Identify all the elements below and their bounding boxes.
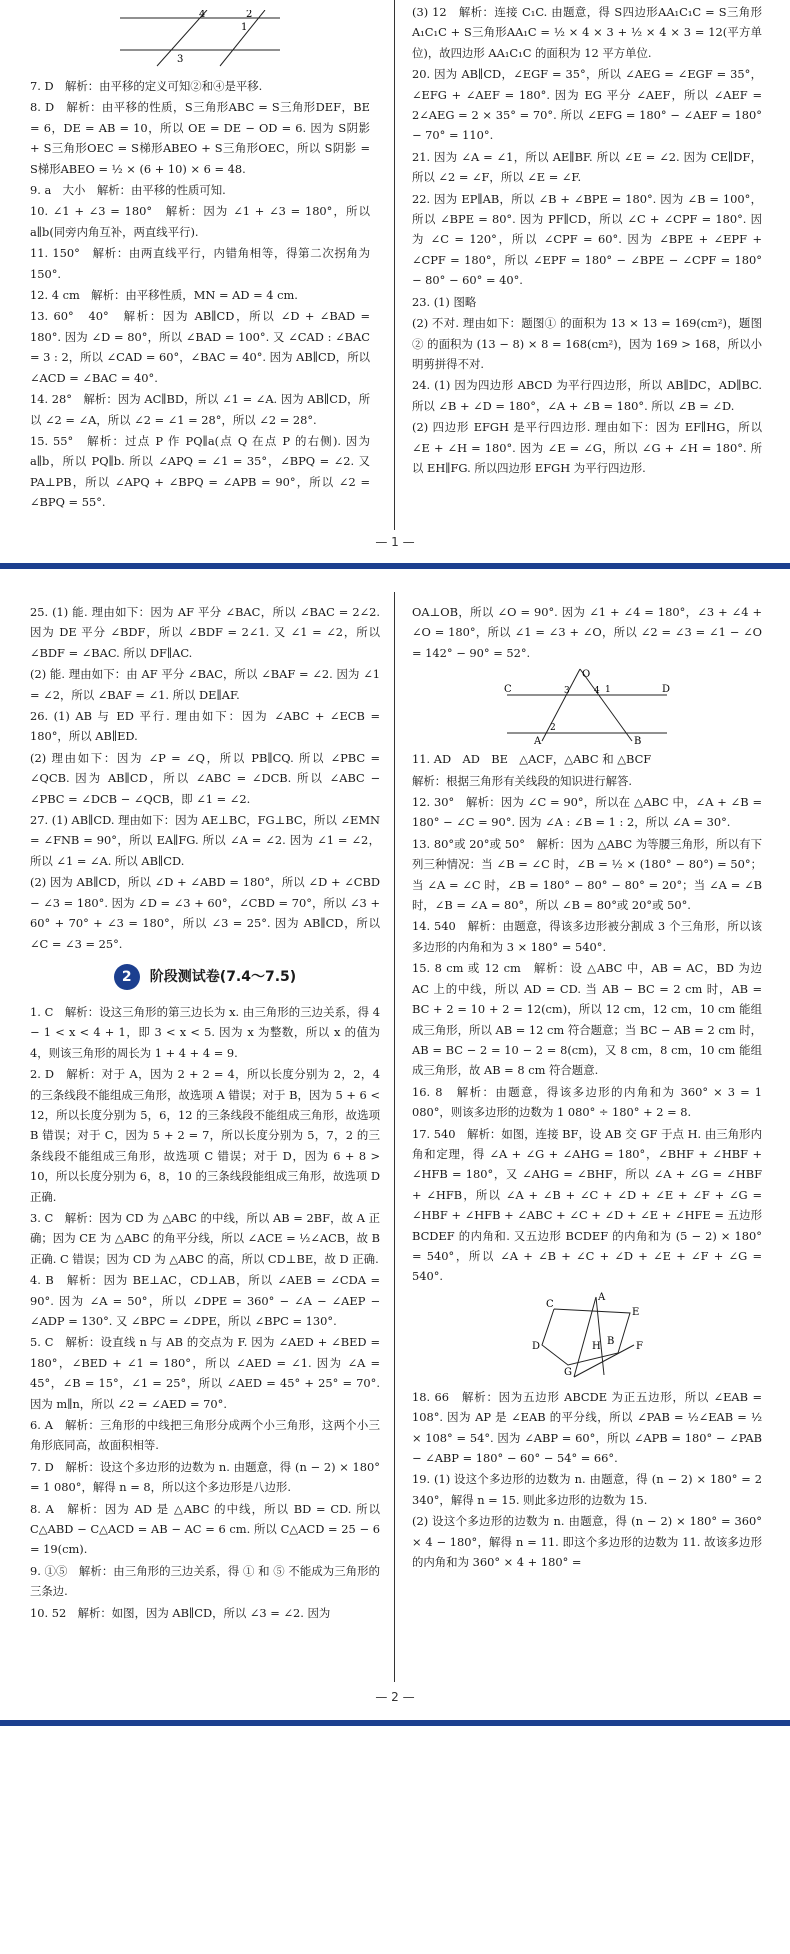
answer-item: 13. 80°或 20°或 50° 解析：因为 △ABC 为等腰三角形，所以有下列三种情况：当 ∠B = ∠C 时，∠B = ½ × (180° − 80°) = 50°；当 ∠A = ∠C 时，∠B = 180° − 80° − 80° = 20°；当 ∠A = ∠B 时，∠B = ∠A = 80°，所以 ∠B = 80°或 20°或 50°.	[412, 836, 762, 913]
answer-item: 27. (1) AB∥CD. 理由如下：因为 AE⊥BC，FG⊥BC，所以 ∠EMN = ∠FNB = 90°，所以 EA∥FG. 所以 ∠A = ∠2. 因为 ∠1 = ∠2，所以 ∠1 = ∠A. 所以 AB∥CD.	[30, 813, 380, 868]
page-separator	[0, 563, 790, 569]
answer-item: 23. (1) 图略	[412, 294, 477, 309]
answer-item: 解析：根据三角形有关线段的知识进行解答.	[412, 773, 633, 788]
answer-item: 6. A 解析：三角形的中线把三角形分成两个小三角形，这两个小三角形底同高，故面积相等.	[30, 1418, 380, 1453]
angle-label-1: 1	[605, 685, 611, 696]
answer-item: 21. 因为 ∠A = ∠1，所以 AE∥BF. 所以 ∠E = ∠2. 因为 CE∥DF，所以 ∠2 = ∠F，所以 ∠E = ∠F.	[412, 149, 762, 185]
answer-item: (2) 理由如下：因为 ∠P = ∠Q，所以 PB∥CQ. 所以 ∠PBC = ∠QCB. 因为 AB∥CD，所以 ∠ABC = ∠DCB. 所以 ∠ABC − ∠PBC = ∠DCB − ∠QCB，即 ∠1 = ∠2.	[30, 750, 380, 806]
answer-item: 8. D 解析：由平移的性质，S三角形ABC = S三角形DEF，BE = 6，DE = AB = 10，所以 OE = DE − OD = 6. 因为 S阴影 + S三角形OEC = S梯形ABEO + S三角形OEC，所以 S阴影 = S梯形ABEO = ½ × (6 + 10) × 6 = 48.	[30, 100, 370, 176]
point-label-B: B	[607, 1335, 615, 1347]
page1-right-column	[412, 2, 762, 479]
point-label-F: F	[636, 1340, 643, 1352]
angle-label-4: 4	[594, 686, 600, 697]
answer-item: 9. ①⑤ 解析：由三角形的三边关系，得 ① 和 ⑤ 不能成为三角形的三条边.	[30, 1563, 380, 1599]
point-label-G: G	[564, 1366, 572, 1378]
answer-item: 4. B 解析：因为 BE⊥AC，CD⊥AB，所以 ∠AEB = ∠CDA = 90°. 因为 ∠A = 50°，所以 ∠DPE = 360° − ∠A − ∠AEP − ∠ADP = 130°. 又 ∠BPC = ∠DPE，所以 ∠BPC = 130°.	[30, 1273, 380, 1328]
answer-item: (3) 12 解析：连接 C₁C. 由题意，得 S四边形AA₁C₁C = S三角形A₁C₁C + S三角形AA₁C = ½ × 4 × 3 + ½ × 4 × 3 = 12(平方单位)，故四边形 AA₁C₁C 的面积为 12 平方单位.	[412, 5, 762, 60]
answer-item: 9. a 大小 解析：由平移的性质可知.	[30, 183, 226, 198]
page1-left-column	[30, 6, 370, 514]
answer-item: 26. (1) AB 与 ED 平行. 理由如下：因为 ∠ABC + ∠ECB = 180°，所以 AB∥ED.	[30, 709, 380, 744]
point-label-E: E	[632, 1306, 640, 1318]
answer-item: 11. AD AD BE △ACF，△ABC 和 △BCF	[412, 752, 652, 767]
column-divider	[394, 0, 395, 530]
page-number: — 2 —	[375, 1690, 415, 1704]
angle-label-3: 3	[177, 54, 184, 65]
point-label-D: D	[662, 684, 671, 696]
page-number: — 1 —	[375, 535, 415, 549]
answer-item: 16. 8 解析：由题意，得该多边形的内角和为 360° × 3 = 1 080°，则该多边形的边数为 1 080° ÷ 180° + 2 = 8.	[412, 1084, 762, 1120]
angle-label-2: 2	[550, 723, 556, 734]
section-header	[30, 964, 380, 990]
answer-item: 19. (1) 设这个多边形的边数为 n. 由题意，得 (n − 2) × 180° = 2 340°，解得 n = 15. 则此多边形的边数为 15.	[412, 1472, 762, 1507]
answer-item: 8. A 解析：因为 AD 是 △ABC 的中线，所以 BD = CD. 所以 C△ABD − C△ACD = AB − AC = 6 cm. 所以 C△ACD = 25 − 6 = 19(cm).	[30, 1501, 380, 1557]
column-divider	[394, 592, 395, 1682]
answer-item: 7. D 解析：由平移的定义可知②和④是平移.	[30, 79, 263, 93]
answer-item: 7. D 解析：设这个多边形的边数为 n. 由题意，得 (n − 2) × 180° = 1 080°，解得 n = 8，所以这个多边形是八边形.	[30, 1459, 380, 1495]
point-label-A: A	[598, 1291, 606, 1303]
answer-item: 11. 150° 解析：由两直线平行，内错角相等，得第二次拐角为 150°.	[30, 246, 370, 281]
answer-item: (2) 因为 AB∥CD，所以 ∠D + ∠ABD = 180°，所以 ∠D + ∠CBD − ∠3 = 180°. 因为 ∠D = ∠3 + 60°，∠CBD = 70°，所以 ∠3 + 60° + 70° + ∠3 = 180°，所以 ∠3 = 25°. 因为 AB∥CD，所以 ∠C = ∠3 = 25°.	[30, 875, 380, 951]
answer-item: (2) 设这个多边形的边数为 n. 由题意，得 (n − 2) × 180° = 360° × 4 − 180°，解得 n = 11. 即这个多边形的边数为 11. 故该多边形的内角和为 360° × 4 + 180° =	[412, 1514, 762, 1570]
answer-item: 5. C 解析：设直线 n 与 AB 的交点为 F. 因为 ∠AED + ∠BED = 180°，∠BED + ∠1 = 180°，所以 ∠AED = ∠1. 因为 ∠A = 45°，∠B = 15°，∠1 = 25°，所以 ∠AED = 45° + 25° = 70°. 因为 m∥n，所以 ∠2 = ∠AED = 70°.	[30, 1335, 380, 1411]
answer-item: (2) 四边形 EFGH 是平行四边形. 理由如下：因为 EF∥HG，所以 ∠E + ∠H = 180°. 因为 ∠E = ∠G，所以 ∠G + ∠H = 180°. 所以 EH∥FG. 所以四边形 EFGH 为平行四边形.	[412, 420, 762, 475]
answer-item: 24. (1) 因为四边形 ABCD 为平行四边形，所以 AB∥DC，AD∥BC. 所以 ∠B + ∠D = 180°，∠A + ∠B = 180°. 所以 ∠B = ∠D.	[412, 378, 762, 413]
answer-item: 15. 8 cm 或 12 cm 解析：设 △ABC 中，AB = AC，BD 为边 AC 上的中线，所以 AD = CD. 当 AB − BC = 2 cm 时，AB = BC + 2 = 10 + 2 = 12(cm)，所以 12 cm，12 cm，10 cm 能组成三角形，所以 AB = 12 cm 符合题意；当 BC − AB = 2 cm 时，AB = BC − 2 = 10 − 2 = 8(cm)，又 8 cm，8 cm，10 cm 能组成三角形，故 AB = 8 cm 符合题意.	[412, 961, 762, 1078]
answer-item: 17. 540 解析：如图，连接 BF，设 AB 交 GF 于点 H. 由三角形内角和定理，得 ∠A + ∠G + ∠AHG = 180°，∠BHF + ∠HBF + ∠HFB = 180°，又 ∠AHG = ∠BHF，所以 ∠A + ∠G = ∠HBF + ∠HFB，所以 ∠A + ∠B + ∠C + ∠D + ∠E + ∠F + ∠G = ∠HBF + ∠HFB + ∠ABC + ∠C + ∠D + ∠E + ∠HFE = 五边形 BCDEF 的内角和. 又五边形 BCDEF 的内角和为 (5 − 2) × 180° = 540°，所以 ∠A + ∠B + ∠C + ∠D + ∠E + ∠F + ∠G = 540°.	[412, 1126, 762, 1284]
answer-item: 15. 55° 解析：过点 P 作 PQ∥a(点 Q 在点 P 的右侧). 因为 a∥b，所以 PQ∥b. 所以 ∠APQ = ∠1 = 35°，∠BPQ = ∠2. 又 PA⊥PB，所以 ∠APQ + ∠BPQ = ∠APB = 90°，所以 ∠2 = ∠BPQ = 55°.	[30, 433, 370, 510]
angle-label-1: 1	[241, 22, 248, 33]
angle-label-2: 2	[246, 10, 253, 20]
answer-item: (2) 不对. 理由如下：题图① 的面积为 13 × 13 = 169(cm²)，题图② 的面积为 (13 − 8) × 8 = 168(cm²)，因为 169 > 168，所以小明剪拼得不对.	[412, 316, 762, 371]
answer-item: 2. D 解析：对于 A，因为 2 + 2 = 4，所以长度分别为 2，2，4 的三条线段不能组成三角形，故选项 A 错误；对于 B，因为 5 + 6 < 12，所以长度分别为 5，6，12 的三条线段不能组成三角形，故选项 B 错误；对于 C，因为 5 + 2 = 7，所以长度分别为 5，7，2 的三条线段不能组成三角形，故选项 C 错误；对于 D，因为 6 + 8 > 10，所以长度分别为 6，8，10 的三条线段能组成三角形，故选项 D 正确.	[30, 1067, 380, 1204]
page2-right-column	[412, 602, 762, 1573]
answer-item: 22. 因为 EP∥AB，所以 ∠B + ∠BPE = 180°. 因为 ∠B = 100°，所以 ∠BPE = 80°. 因为 PF∥CD，所以 ∠C + ∠CPF = 180°. 因为 ∠C = 120°，所以 ∠CPF = 60°. 因为 ∠BPE + ∠EPF + ∠CPF = 180°，所以 ∠EPF = 180° − ∠BPE − ∠CPF = 180° − 80° − 60° = 40°.	[412, 191, 762, 288]
point-label-H: H	[592, 1340, 601, 1352]
answer-item: 12. 4 cm 解析：由平移性质，MN = AD = 4 cm.	[30, 288, 298, 303]
answer-item: 3. C 解析：因为 CD 为 △ABC 的中线，所以 AB = 2BF，故 A 正确；因为 CE 为 △ABC 的角平分线，所以 ∠ACE = ½∠ACB，故 B 正确. C 错误；因为 CD 为 △ABC 的高，所以 CD⊥BE，故 D 正确.	[30, 1210, 380, 1266]
answer-page-2	[0, 572, 790, 1720]
section-title: 阶段测试卷(7.4～7.5)	[149, 968, 297, 985]
angle-label-3: 3	[564, 686, 570, 697]
answer-item: OA⊥OB，所以 ∠O = 90°. 因为 ∠1 + ∠4 = 180°，∠3 + ∠4 + ∠O = 180°，所以 ∠1 = ∠3 + ∠O，所以 ∠2 = ∠3 = ∠1 − ∠O = 142° − 90° = 52°.	[412, 605, 762, 660]
page2-left-column	[30, 602, 380, 1624]
point-label-D: D	[532, 1340, 541, 1352]
answer-item: 20. 因为 AB∥CD，∠EGF = 35°，所以 ∠AEG = ∠EGF = 35°，∠EFG + ∠AEF = 180°. 因为 EG 平分 ∠AEF，所以 ∠AEF = 2∠AEG = 2 × 35° = 70°. 所以 ∠EFG = 180° − ∠AEF = 180° − 70° = 110°.	[412, 67, 762, 143]
answer-item: 14. 540 解析：由题意，得该多边形被分割成 3 个三角形，所以该多边形的内角和为 3 × 180° = 540°.	[412, 919, 762, 954]
answer-item: 10. ∠1 + ∠3 = 180° 解析：因为 ∠1 + ∠3 = 180°，所以 a∥b(同旁内角互补，两直线平行).	[30, 204, 370, 239]
parallel-lines-figure	[115, 10, 285, 72]
angle-label-4: 4	[199, 10, 206, 20]
answer-item: 12. 30° 解析：因为 ∠C = 90°，所以在 △ABC 中，∠A + ∠B = 180° − ∠C = 90°. 因为 ∠A : ∠B = 1 : 2，所以 ∠A = 30°.	[412, 795, 762, 830]
answer-item: 1. C 解析：设这三角形的第三边长为 x. 由三角形的三边关系，得 4 − 1 < x < 4 + 1，即 3 < x < 5. 因为 x 为整数，所以 x 的值为 4，则该三角形的周长为 1 + 4 + 4 = 9.	[30, 1004, 380, 1060]
point-label-A: A	[534, 736, 542, 746]
answer-item: 14. 28° 解析：因为 AC∥BD，所以 ∠1 = ∠A. 因为 AB∥CD，所以 ∠2 = ∠A，所以 ∠2 = ∠1 = 28°，所以 ∠2 = 28°.	[30, 392, 370, 427]
answer-item: 13. 60° 40° 解析：因为 AB∥CD，所以 ∠D + ∠BAD = 180°. 因为 ∠D = 80°，所以 ∠BAD = 100°. 又 ∠CAD : ∠BAC = 3 : 2，所以 ∠CAD = 60°，∠BAC = 40°. 因为 AB∥CD，所以 ∠ACD = ∠BAC = 40°.	[30, 309, 370, 385]
point-label-O: O	[582, 669, 591, 681]
answer-page-1	[0, 0, 790, 563]
answer-item: 25. (1) 能. 理由如下：因为 AF 平分 ∠BAC，所以 ∠BAC = 2∠2. 因为 DE 平分 ∠BDF，所以 ∠BDF = 2∠1. 又 ∠1 = ∠2，所以 ∠BDF = ∠BAC. 所以 DF∥AC.	[30, 605, 380, 660]
section-number-badge: 2	[114, 964, 140, 990]
page-bottom-band	[0, 1720, 790, 1726]
answer-item: (2) 能. 理由如下：由 AF 平分 ∠BAC，所以 ∠BAF = ∠2. 因为 ∠1 = ∠2，所以 ∠BAF = ∠1. 所以 DE∥AF.	[30, 667, 380, 702]
answer-item: 10. 52 解析：如图，因为 AB∥CD，所以 ∠3 = ∠2. 因为	[30, 1605, 331, 1620]
angle-figure-q10	[502, 667, 672, 745]
point-label-C: C	[546, 1298, 554, 1310]
point-label-C: C	[504, 684, 512, 696]
star-figure-q17	[522, 1291, 652, 1383]
point-label-B: B	[634, 736, 642, 746]
answer-item: 18. 66 解析：因为五边形 ABCDE 为正五边形，所以 ∠EAB = 108°. 因为 AP 是 ∠EAB 的平分线，所以 ∠PAB = ½∠EAB = ½ × 108° = 54°. 因为 ∠ABP = 60°，所以 ∠APB = 180° − ∠PAB − ∠ABP = 180° − 60° − 54° = 66°.	[412, 1389, 762, 1465]
